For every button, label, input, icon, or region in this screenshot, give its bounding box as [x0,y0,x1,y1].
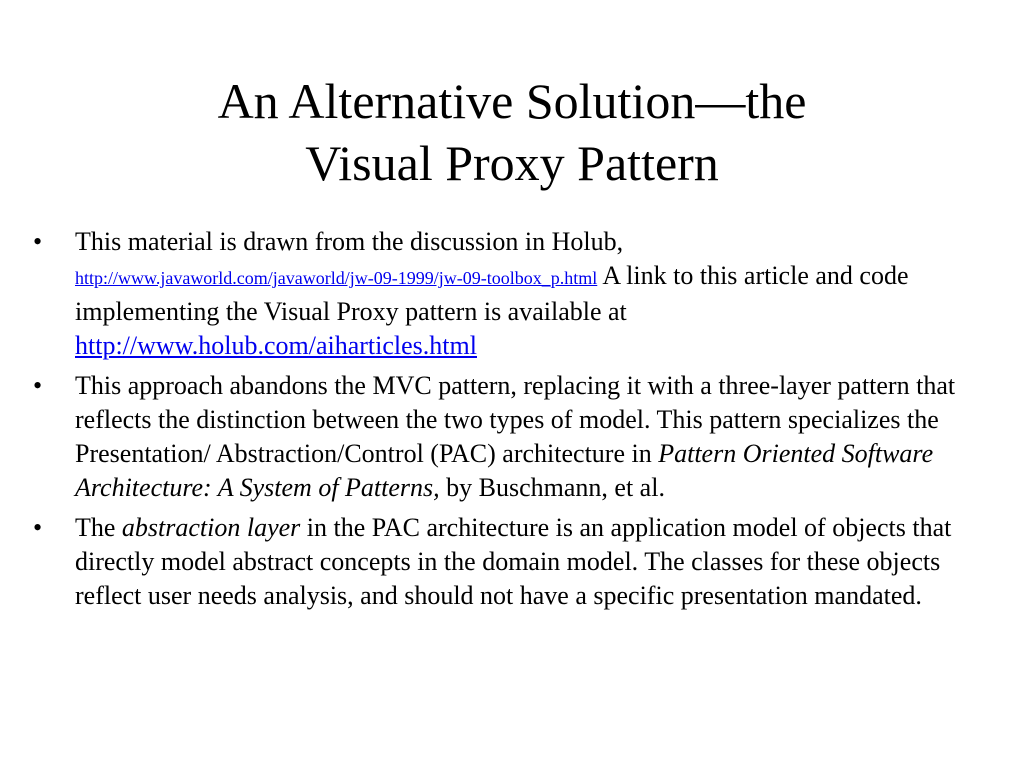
bullet-item-holub-source [33,225,993,363]
bullet-item-abstraction-layer [33,511,993,613]
slide-title-line-2: Visual Proxy Pattern [305,135,719,191]
bullet-2-book-title: Pattern Oriented Software Architecture: A System of Patterns, [75,439,934,502]
bullet-1-text-1: This material is drawn from the discussion in Holub, [75,227,624,256]
bullet-2-text-2: by Buschmann, et al. [439,473,665,502]
bullet-3-italic-term: abstraction layer [121,513,301,542]
bullet-3-text-1: The [75,513,122,542]
javaworld-article-link[interactable]: http://www.javaworld.com/javaworld/jw-09-1999/jw-09-toolbox_p.html [75,268,598,288]
bullet-item-pac-architecture [33,369,993,505]
slide-title-line-1: An Alternative Solution—the [217,73,807,129]
bullet-marker: • [33,371,43,400]
holub-articles-link[interactable]: http://www.holub.com/aiharticles.html [75,331,477,360]
bullet-3-text-2: in the PAC architecture is an application model of objects that directly model abstract concepts in the domain model. The classes for these objects reflect user needs analysis, and should not have a specific presentation mandated. [75,513,952,610]
bullet-2-text-1: This approach abandons the MVC pattern, replacing it with a three-layer pattern that reflects the distinction between the two types of model. This pattern specializes the Presentation/ Abstraction/Control (PAC) architecture in [75,371,956,468]
bullet-marker: • [33,227,43,256]
bullet-marker: • [33,513,43,542]
slide-title [0,70,1024,194]
bullet-1-text-2: A link to this article and code implementing the Visual Proxy pattern is available at [75,261,909,326]
bullet-list [33,225,993,619]
